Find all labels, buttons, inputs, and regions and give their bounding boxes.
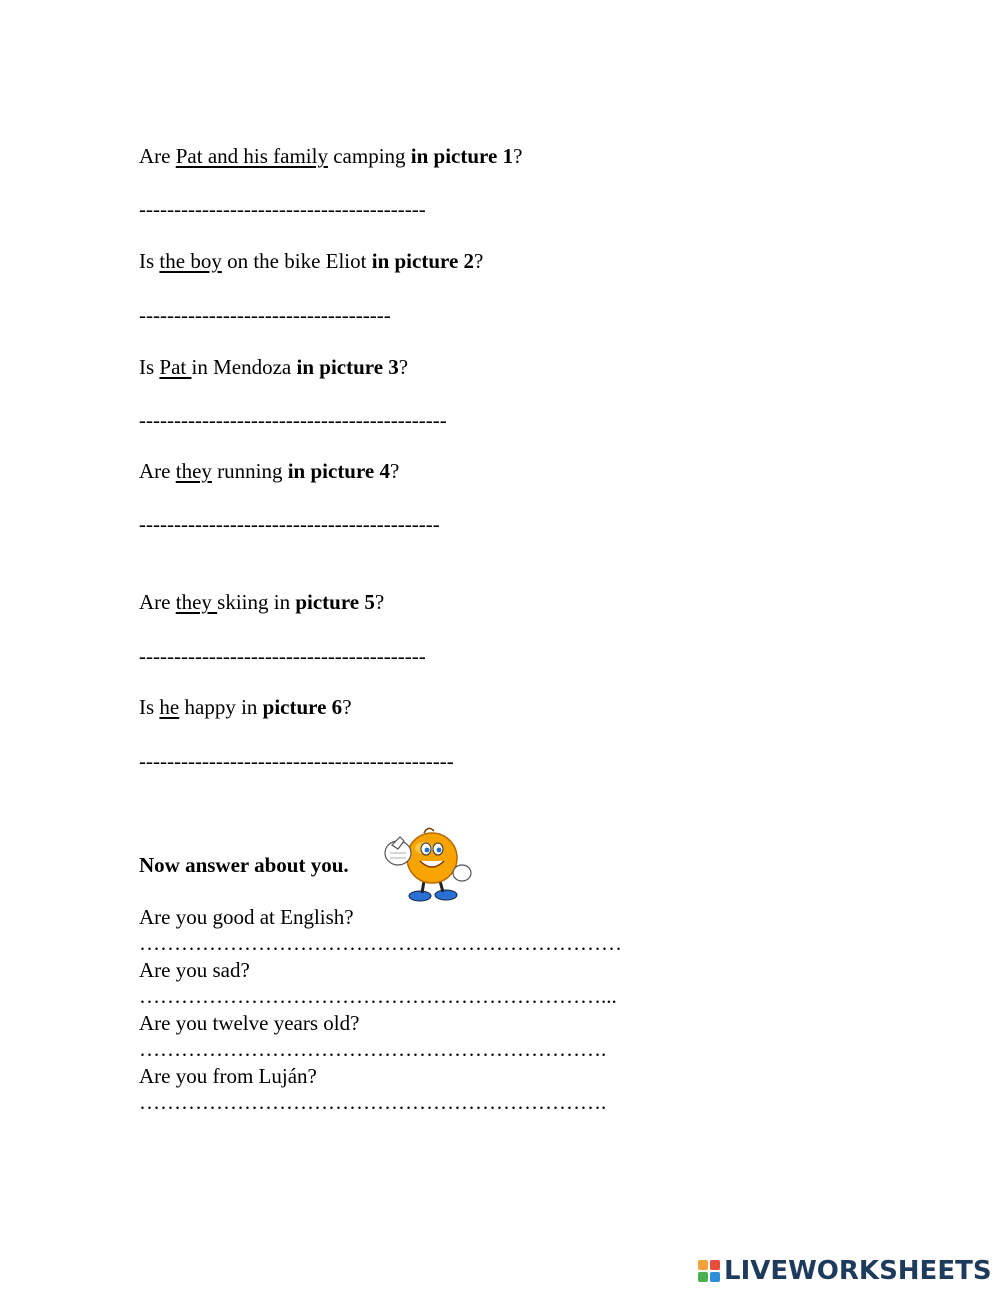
question-5-subject: they	[175, 590, 218, 614]
logo-block-2	[710, 1260, 720, 1270]
answer-line-4[interactable]: -------------------------------------------	[139, 512, 440, 536]
question-2: Is the boy on the bike Eliot in picture 2?	[139, 249, 484, 273]
question-5: Are they skiing in picture 5?	[139, 590, 385, 614]
personal-question-2: Are you sad?	[139, 958, 250, 982]
question-6-subject: he	[159, 695, 180, 719]
personal-question-3: Are you twelve years old?	[139, 1011, 360, 1035]
question-3: Is Pat in Mendoza in picture 3?	[139, 355, 409, 379]
personal-question-4: Are you from Luján?	[139, 1064, 317, 1088]
question-3-subject: Pat	[159, 355, 192, 379]
question-6: Is he happy in picture 6?	[139, 695, 352, 719]
logo-block-4	[710, 1272, 720, 1282]
answer-line-5[interactable]: -----------------------------------------	[139, 644, 426, 668]
question-1-subject: Pat and his family	[175, 144, 328, 168]
question-2-subject: the boy	[159, 249, 222, 273]
personal-question-1: Are you good at English?	[139, 905, 354, 929]
question-4: Are they running in picture 4?	[139, 459, 400, 483]
personal-answer-line-4[interactable]: ………………………………………………………….	[139, 1090, 607, 1114]
question-1: Are Pat and his family camping in picture 1?	[139, 144, 523, 168]
logo-blocks-icon	[698, 1260, 720, 1282]
smiley-thumbs-up-mascot-icon	[380, 823, 475, 903]
answer-line-6[interactable]: ---------------------------------------------	[139, 749, 454, 773]
personal-answer-line-3[interactable]: ………………………………………………………….	[139, 1037, 607, 1061]
logo-block-1	[698, 1260, 708, 1270]
answer-line-3[interactable]: --------------------------------------------	[139, 408, 447, 432]
answer-line-2[interactable]: ------------------------------------	[139, 303, 391, 327]
section-heading: Now answer about you.	[139, 853, 349, 877]
logo-text: LIVEWORKSHEETS	[724, 1256, 992, 1286]
personal-answer-line-2[interactable]: …………………………………………………………...	[139, 984, 617, 1008]
liveworksheets-logo	[698, 1256, 992, 1286]
personal-answer-line-1[interactable]: ……………………………………………………………	[139, 931, 622, 955]
logo-block-3	[698, 1272, 708, 1282]
answer-line-1[interactable]: -----------------------------------------	[139, 197, 426, 221]
question-4-subject: they	[175, 459, 212, 483]
